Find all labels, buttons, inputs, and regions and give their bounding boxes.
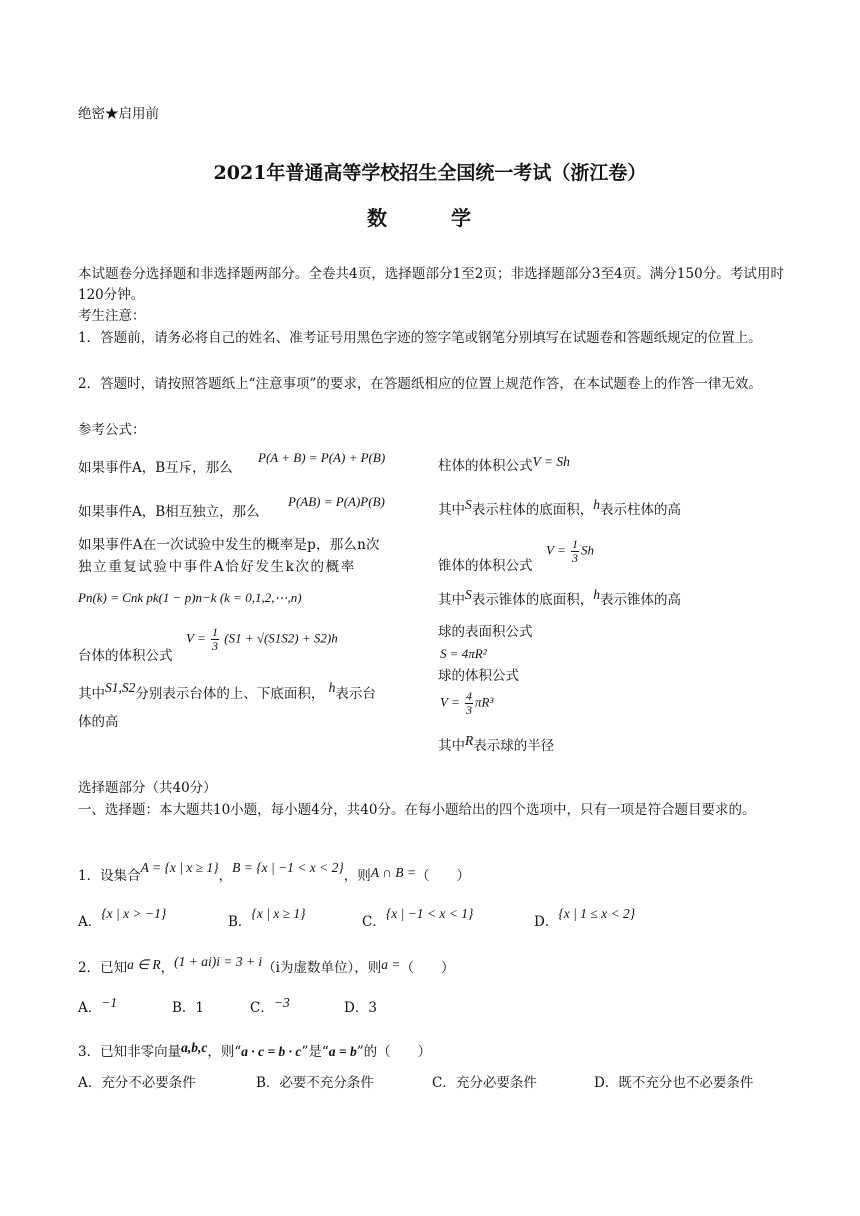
- question-2-stem: 2．已知a ∈ R，(1 + ai)i = 3 + i（i为虚数单位），则a =（ ）: [78, 954, 455, 976]
- q1-option-c-label: C．: [362, 914, 386, 930]
- q3-prefix: 3．已知非零向量: [78, 1044, 182, 1060]
- bernoulli-line-1: 如果事件A在一次试验中发生的概率是p，那么n次: [78, 537, 380, 553]
- frustum-note-line-2: 体的高: [78, 714, 119, 730]
- q2-blank: （ ）: [400, 960, 455, 976]
- q1-blank: （ ）: [416, 868, 471, 884]
- q2-option-a-label: A．: [78, 1000, 102, 1016]
- cone-formula: [546, 538, 594, 565]
- prism-note: [438, 497, 681, 520]
- prism-note-prefix: 其中: [438, 502, 465, 518]
- mutex-text: 如果事件A，B互斥，那么: [78, 460, 233, 476]
- q3-option-b-value: 必要不充分条件: [279, 1075, 374, 1091]
- q1-option-a: [78, 906, 167, 932]
- q1-set-b: B = {x | −1 < x < 2}: [232, 860, 344, 875]
- sphere-volume-den: 3: [465, 703, 472, 717]
- q1-set-a: A = {x | x ≥ 1}: [140, 860, 219, 875]
- secret-mark: 绝密★启用前: [78, 106, 159, 122]
- frustum-formula-rhs: (S1 + √(S1S2) + S2)h: [224, 630, 338, 646]
- q3-option-c: [432, 1073, 537, 1093]
- cone-formula-lhs: V =: [546, 542, 566, 558]
- q3-option-b-label: B．: [256, 1075, 280, 1091]
- section-instruction: 一、选择题：本大题共10小题，每小题4分，共40分。在每小题给出的四个选项中，只有一项是符合题目要求的。: [78, 802, 756, 818]
- mutex-formula: P(A + B) = P(A) + P(B): [258, 450, 386, 465]
- q3-option-c-value: 充分必要条件: [455, 1075, 537, 1091]
- q2-option-d-value: 3: [368, 1000, 377, 1016]
- cone-note-mid: 表示锥体的底面积，: [471, 592, 594, 608]
- cone-fraction-den: 3: [571, 551, 578, 565]
- part-title: 选择题部分（共40分）: [78, 780, 217, 796]
- q3-option-a: [78, 1073, 196, 1093]
- q3-vectors: a,b,c: [181, 1040, 208, 1055]
- q2-prefix: 2．已知: [78, 960, 128, 976]
- q3-option-a-value: 充分不必要条件: [101, 1075, 196, 1091]
- q3-option-d: [594, 1073, 753, 1093]
- q3-option-a-label: A．: [78, 1075, 102, 1091]
- cone-note-h: h: [593, 587, 600, 602]
- q1-option-a-value: {x | x > −1}: [101, 906, 167, 921]
- q2-cond2: (1 + ai)i = 3 + i: [174, 954, 263, 969]
- q1-prefix: 1．设集合: [78, 868, 141, 884]
- subject-title: 数 学: [367, 206, 493, 230]
- q3-option-d-label: D．: [594, 1075, 619, 1091]
- q2-option-b-value: 1: [195, 1000, 205, 1016]
- frustum-note-vars: S1,S2: [105, 680, 136, 695]
- sphere-volume-rhs: πR³: [474, 694, 494, 710]
- q1-option-d-label: D．: [534, 914, 559, 930]
- sphere-note: [438, 733, 555, 756]
- frustum-text: 台体的体积公式: [78, 648, 173, 664]
- q1-option-b: [228, 906, 306, 932]
- prism-text-label: 柱体的体积公式: [438, 458, 533, 474]
- question-3-stem: [78, 1042, 431, 1062]
- cone-fraction-num: 1: [571, 537, 578, 551]
- q3-option-c-label: C．: [432, 1075, 456, 1091]
- q1-option-d-value: {x | 1 ≤ x < 2}: [558, 906, 636, 921]
- q2-option-c-value: −3: [273, 995, 290, 1010]
- q1-expr: A ∩ B =: [370, 865, 417, 880]
- q3-suffix: ”的（ ）: [356, 1044, 432, 1060]
- q3-mid2: ”是“: [301, 1044, 329, 1060]
- q1-option-d: [534, 906, 636, 932]
- q2-option-c-label: C．: [250, 1000, 274, 1016]
- independence-text: 如果事件A，B相互独立，那么: [78, 504, 260, 520]
- cone-note-s: S: [465, 587, 472, 602]
- prism-note-mid: 表示柱体的底面积，: [471, 502, 594, 518]
- formula-title: 参考公式：: [78, 422, 146, 438]
- cone-fraction: [571, 538, 579, 565]
- cone-note: [438, 587, 681, 610]
- q2-option-a-value: −1: [101, 995, 118, 1010]
- sphere-note-prefix: 其中: [438, 738, 465, 754]
- frustum-note-prefix: 其中: [78, 686, 105, 702]
- sphere-note-suffix: 表示球的半径: [473, 738, 555, 754]
- q3-option-b: [256, 1073, 374, 1093]
- q2-option-d-label: D．: [344, 1000, 369, 1016]
- sphere-volume-formula: [440, 690, 493, 717]
- q2-note: （i为虚数单位），则: [262, 960, 382, 976]
- prism-formula: V = Sh: [532, 454, 570, 469]
- cone-text: 锥体的体积公式: [438, 558, 533, 574]
- q3-mid1: ，则“: [207, 1044, 242, 1060]
- frustum-formula: [186, 626, 338, 653]
- sphere-volume-num: 4: [465, 689, 472, 703]
- cone-formula-rhs: Sh: [580, 542, 594, 558]
- prism-note-s: S: [465, 497, 472, 512]
- exam-title: 2021年普通高等学校招生全国统一考试（浙江卷）: [213, 162, 647, 184]
- frustum-fraction: [211, 626, 219, 653]
- intro-paragraph: 本试题卷分选择题和非选择题两部分。全卷共4页，选择题部分1至2页；非选择题部分3至4页。满分150分。考试用时120分钟。: [78, 266, 784, 303]
- question-1-stem: 1．设集合A = {x | x ≥ 1}，B = {x | −1 < x < 2}，则A ∩ B =（ ）: [78, 860, 471, 884]
- q3-option-d-value: 既不充分也不必要条件: [618, 1075, 754, 1091]
- sphere-volume-lhs: V =: [440, 694, 460, 710]
- frustum-formula-lhs: V =: [186, 630, 206, 646]
- frustum-note: [78, 680, 376, 704]
- notice-title: 考生注意：: [78, 308, 146, 324]
- q2-expr: a =: [381, 957, 401, 972]
- sphere-area-text: 球的表面积公式: [438, 624, 533, 640]
- q1-suffix: ，则: [343, 868, 371, 884]
- sphere-volume-text: 球的体积公式: [438, 668, 519, 684]
- frustum-note-mid: 分别表示台体的上、下底面积，: [135, 686, 325, 702]
- frustum-note-h: h: [328, 680, 336, 695]
- cone-note-suffix: 表示锥体的高: [600, 592, 681, 608]
- q2-option-c: [250, 995, 290, 1018]
- prism-note-suffix: 表示柱体的高: [600, 502, 681, 518]
- notice-item-2: 2．答题时，请按照答题纸上“注意事项”的要求，在答题纸相应的位置上规范作答，在本试题卷上的作答一律无效。: [78, 376, 762, 392]
- q2-option-b-label: B．: [172, 1000, 196, 1016]
- independence-formula: P(AB) = P(A)P(B): [288, 494, 385, 509]
- q1-option-a-label: A．: [78, 914, 102, 930]
- notice-item-1: 1．答题前，请务必将自己的姓名、准考证号用黑色字迹的签字笔或钢笔分别填写在试题卷和答题纸规定的位置上。: [78, 330, 762, 346]
- q3-concl: a = b: [328, 1044, 357, 1059]
- sphere-note-r: R: [465, 733, 474, 748]
- prism-note-h: h: [593, 497, 600, 512]
- sphere-volume-fraction: [465, 690, 473, 717]
- q2-option-a: [78, 995, 118, 1018]
- prism-text: [438, 456, 570, 476]
- q1-option-c: [362, 906, 474, 932]
- q2-cond1: a ∈ R: [127, 957, 161, 972]
- bernoulli-line-2: 独立重复试验中事件A恰好发生k次的概率: [78, 559, 356, 575]
- frustum-note-suffix: 表示台: [335, 686, 376, 702]
- bernoulli-formula: Pn(k) = Cnk pk(1 − p)n−k (k = 0,1,2,⋯,n): [78, 590, 302, 605]
- q3-cond: a · c = b · c: [241, 1044, 302, 1059]
- cone-note-prefix: 其中: [438, 592, 465, 608]
- q2-option-b: [172, 998, 204, 1018]
- q1-option-b-value: {x | x ≥ 1}: [251, 906, 306, 921]
- frustum-fraction-num: 1: [211, 625, 218, 639]
- q1-option-c-value: {x | −1 < x < 1}: [385, 906, 474, 921]
- sphere-area-formula: S = 4πR²: [440, 646, 487, 661]
- q1-option-b-label: B．: [228, 914, 252, 930]
- frustum-fraction-den: 3: [211, 639, 218, 653]
- q2-option-d: [344, 998, 377, 1018]
